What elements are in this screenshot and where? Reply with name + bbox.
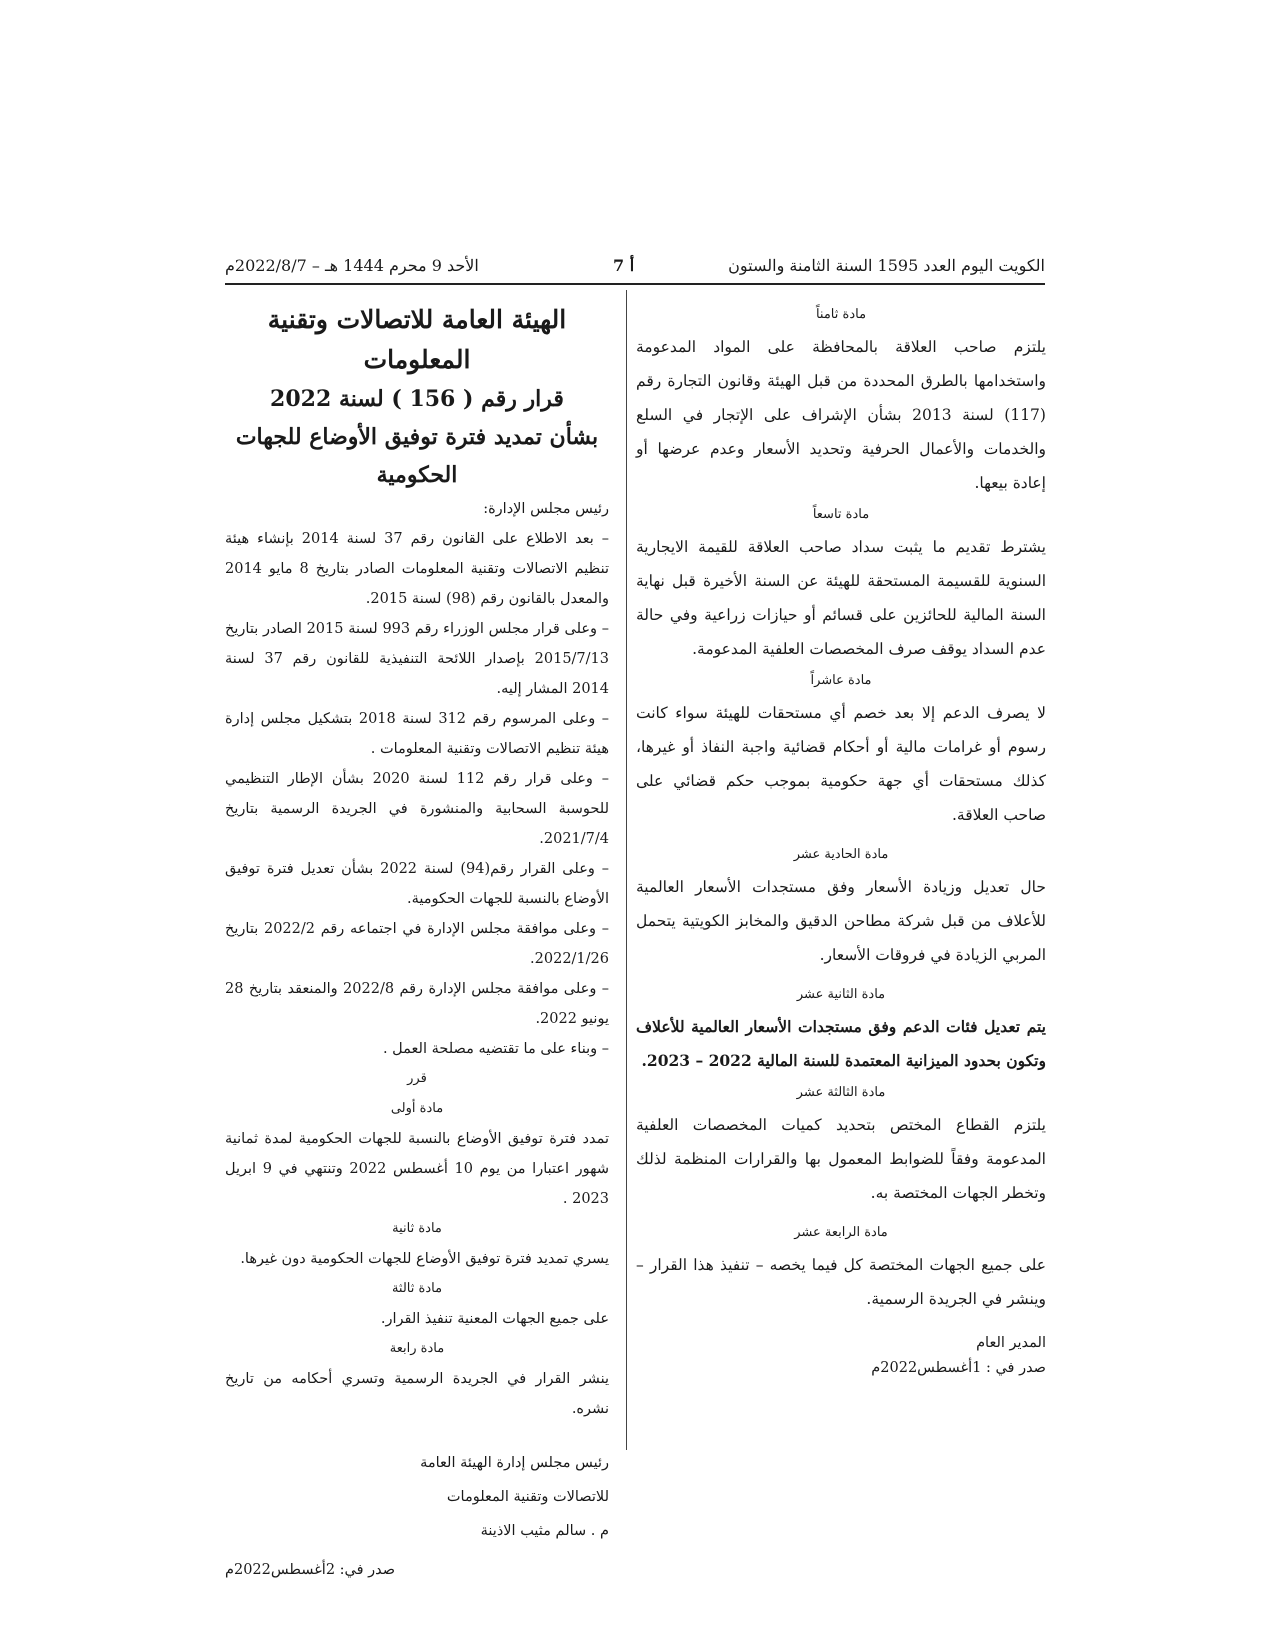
article-heading: مادة الثانية عشر [796,987,886,1002]
page-header [225,256,1045,282]
article-text: يتم تعديل فئات الدعم وفق مستجدات الأسعار العالمية للأعلاف وتكون بحدود الميزانية المعتمدة للسنة المالية 2022 – 2023. [636,1017,1046,1070]
header-rule [225,283,1045,285]
article-heading: مادة ثانية [392,1221,442,1236]
decision-subject: بشأن تمديد فترة توفيق الأوضاع للجهات الحكومية [235,424,599,488]
preamble: – وعلى موافقة مجلس الإدارة رقم 2022/8 والمنعقد بتاريخ 28 يونيو 2022. [225,981,609,1027]
article-text: يشترط تقديم ما يثبت سداد صاحب العلاقة للقيمة الايجارية السنوية للقسيمة المستحقة للهيئة عن السنة الأخيرة قبل نهاية السنة المالية للحائزين على قسائم أو حيازات زراعية وفي حالة عدم السداد يوقف صرف المخصصات العلفية المدعومة. [636,538,1046,658]
preamble: – وعلى قرار مجلس الوزراء رقم 993 لسنة 2015 الصادر بتاريخ 2015/7/13 بإصدار اللائحة التنفيذية للقانون رقم 37 لسنة 2014 المشار إليه. [225,621,609,697]
article-heading: مادة الرابعة عشر [794,1225,888,1240]
article-text: يلتزم صاحب العلاقة بالمحافظة على المواد المدعومة واستخدامها بالطرق المحددة من قبل الهيئة وقانون التجارة رقم (117) لسنة 2013 بشأن الإشراف على الإتجار في السلع والخدمات والأعمال الحرفية وتحديد الأسعار وعدم عرضها أو إعادة بيعها. [636,338,1046,492]
signature: المدير العام [976,1335,1046,1351]
article-text: ينشر القرار في الجريدة الرسمية وتسري أحكامه من تاريخ نشره. [225,1371,609,1417]
decided-label: قرر [407,1071,427,1086]
preamble: – بعد الاطلاع على القانون رقم 37 لسنة 2014 بإنشاء هيئة تنظيم الاتصالات وتقنية المعلومات الصادر بتاريخ 8 مايو 2014 والمعدل بالقانون رقم (98) لسنة 2015. [225,531,609,607]
article-heading: مادة أولى [390,1101,444,1116]
preamble: – وبناء على ما تقتضيه مصلحة العمل . [382,1041,609,1057]
chairman-intro: رئيس مجلس الإدارة: [483,501,609,517]
article-heading: مادة تاسعاً [812,507,870,522]
gazette-issue: الكويت اليوم العدد 1595 السنة الثامنة والستون [728,256,1045,275]
page-number: أ 7 [613,256,635,275]
article-heading: مادة رابعة [389,1341,445,1356]
signature-line: للاتصالات وتقنية المعلومات [446,1489,609,1505]
article-heading: مادة الثالثة عشر [796,1085,886,1100]
signature-line: رئيس مجلس إدارة الهيئة العامة [420,1455,609,1471]
article-heading: مادة الحادية عشر [793,847,889,862]
article-text: على جميع الجهات المعنية تنفيذ القرار. [380,1311,609,1327]
article-heading: مادة ثالثة [391,1281,443,1296]
article-heading: مادة عاشراً [810,673,872,688]
article-text: حال تعديل وزيادة الأسعار وفق مستجدات الأسعار العالمية للأعلاف من قبل شركة مطاحن الدقيق والمخابز الكويتية يتحمل المربي الزيادة في فروقات الأسعار. [636,878,1046,964]
article-text: يلتزم القطاع المختص بتحديد كميات المخصصات العلفية المدعومة وفقاً للضوابط المعمول بها والقرارات المنظمة لذلك وتخطر الجهات المختصة به. [636,1116,1046,1202]
article-heading: مادة ثامناً [815,307,867,322]
article-text: يسري تمديد فترة توفيق الأوضاع للجهات الحكومية دون غيرها. [240,1251,609,1267]
issue-date: الأحد 9 محرم 1444 هـ – 2022/8/7م [225,256,479,275]
authority-title: الهيئة العامة للاتصالات وتقنية المعلومات [267,305,567,374]
left-column [225,300,609,1578]
article-text: على جميع الجهات المختصة كل فيما يخصه – تنفيذ هذا القرار – وينشر في الجريدة الرسمية. [636,1256,1046,1308]
preamble: – وعلى القرار رقم(94) لسنة 2022 بشأن تعديل فترة توفيق الأوضاع بالنسبة للجهات الحكومية. [225,861,609,907]
article-text: لا يصرف الدعم إلا بعد خصم أي مستحقات للهيئة سواء كانت رسوم أو غرامات مالية أو أحكام قضائية واجبة النفاذ أو غيرها، كذلك مستحقات أي جهة حكومية بموجب حكم قضائي على صاحب العلاقة. [636,704,1046,824]
issued-date: صدر في: 2أغسطس2022م [225,1562,396,1578]
signature-block [225,1446,609,1548]
issued-date: صدر في : 1أغسطس2022م [871,1360,1046,1376]
preamble: – وعلى المرسوم رقم 312 لسنة 2018 بتشكيل مجلس إدارة هيئة تنظيم الاتصالات وتقنية المعلومات . [225,711,609,757]
article-text: تمدد فترة توفيق الأوضاع بالنسبة للجهات الحكومية لمدة ثمانية شهور اعتبارا من يوم 10 أغسطس 2022 وتنتهي في 9 ابريل 2023 . [225,1131,609,1207]
signature-line: م . سالم مثيب الاذينة [480,1523,609,1539]
column-divider [626,290,627,1450]
decision-number: قرار رقم ( 156 ) لسنة 2022 [270,386,564,412]
preamble: – وعلى موافقة مجلس الإدارة في اجتماعه رقم 2022/2 بتاريخ 2022/1/26. [225,921,609,967]
right-column [636,300,1046,1376]
preamble: – وعلى قرار رقم 112 لسنة 2020 بشأن الإطار التنظيمي للحوسبة السحابية والمنشورة في الجريدة الرسمية بتاريخ 2021/7/4. [225,771,609,847]
